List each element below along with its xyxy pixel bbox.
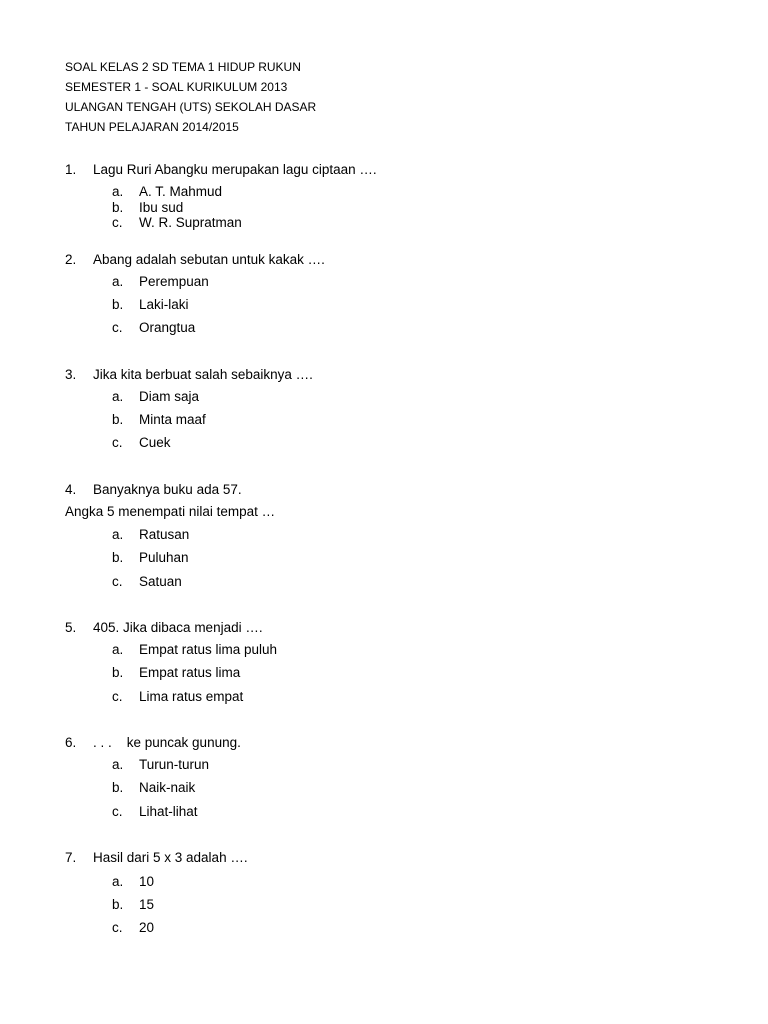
option-letter: a.	[112, 527, 124, 542]
question-text: Hasil dari 5 x 3 adalah ….	[93, 850, 248, 865]
option-text: 15	[139, 897, 155, 912]
option-5b	[112, 665, 240, 681]
option-letter: b.	[112, 412, 124, 427]
option-text: 20	[139, 920, 155, 935]
option-text: W. R. Supratman	[139, 215, 242, 230]
option-text: Orangtua	[139, 320, 196, 335]
option-4a	[112, 527, 189, 543]
option-3c	[112, 435, 171, 451]
question-1	[65, 162, 377, 178]
question-number: 3.	[65, 367, 77, 382]
option-letter: a.	[112, 642, 124, 657]
option-text: Minta maaf	[139, 412, 206, 427]
question-number: 4.	[65, 482, 77, 497]
option-letter: c.	[112, 574, 123, 589]
option-text: Empat ratus lima	[139, 665, 241, 680]
option-text: Diam saja	[139, 389, 200, 404]
option-text: Laki-laki	[139, 297, 189, 312]
question-2	[65, 252, 325, 268]
question-7	[65, 850, 248, 866]
option-text: Naik-naik	[139, 780, 196, 795]
option-text: Ratusan	[139, 527, 190, 542]
header-year: TAHUN PELAJARAN 2014/2015	[65, 120, 239, 134]
option-1b	[112, 200, 183, 216]
option-text: Lima ratus empat	[139, 689, 244, 704]
question-5	[65, 620, 263, 636]
option-6a	[112, 757, 209, 773]
option-1c	[112, 215, 242, 231]
option-text: Perempuan	[139, 274, 209, 289]
option-2c	[112, 320, 195, 336]
option-1a	[112, 184, 222, 200]
option-7c	[112, 920, 154, 936]
option-letter: b.	[112, 665, 124, 680]
option-letter: b.	[112, 897, 124, 912]
question-text: Lagu Ruri Abangku merupakan lagu ciptaan ….	[93, 162, 377, 177]
option-letter: b.	[112, 297, 124, 312]
option-4b	[112, 550, 189, 566]
option-text: Turun-turun	[139, 757, 210, 772]
question-number: 1.	[65, 162, 77, 177]
option-letter: a.	[112, 389, 124, 404]
option-letter: c.	[112, 804, 123, 819]
option-letter: b.	[112, 780, 124, 795]
option-text: Lihat-lihat	[139, 804, 198, 819]
question-number: 5.	[65, 620, 77, 635]
option-letter: a.	[112, 874, 124, 889]
question-6	[65, 735, 241, 751]
option-text: Ibu sud	[139, 200, 184, 215]
question-text: Jika kita berbuat salah sebaiknya ….	[93, 367, 313, 382]
option-6b	[112, 780, 195, 796]
question-4-subtext: Angka 5 menempati nilai tempat …	[65, 504, 276, 519]
option-letter: b.	[112, 200, 124, 215]
option-5a	[112, 642, 277, 658]
question-text: . . . ke puncak gunung.	[93, 735, 241, 750]
option-letter: b.	[112, 550, 124, 565]
option-letter: a.	[112, 184, 124, 199]
option-letter: a.	[112, 757, 124, 772]
question-number: 6.	[65, 735, 77, 750]
question-text: 405. Jika dibaca menjadi ….	[93, 620, 263, 635]
option-letter: c.	[112, 689, 123, 704]
question-text: Banyaknya buku ada 57.	[93, 482, 242, 497]
option-7a	[112, 874, 154, 890]
option-7b	[112, 897, 154, 913]
option-6c	[112, 804, 198, 820]
question-3	[65, 367, 313, 383]
option-letter: c.	[112, 215, 123, 230]
option-text: 10	[139, 874, 155, 889]
question-number: 2.	[65, 252, 77, 267]
question-number: 7.	[65, 850, 77, 865]
header-semester: SEMESTER 1 - SOAL KURIKULUM 2013	[65, 80, 288, 94]
option-3a	[112, 389, 199, 405]
option-text: Cuek	[139, 435, 171, 450]
option-letter: c.	[112, 320, 123, 335]
option-text: Puluhan	[139, 550, 189, 565]
option-4c	[112, 574, 182, 590]
option-letter: a.	[112, 274, 124, 289]
option-5c	[112, 689, 243, 705]
option-2a	[112, 274, 209, 290]
option-text: A. T. Mahmud	[139, 184, 223, 199]
option-text: Satuan	[139, 574, 182, 589]
option-letter: c.	[112, 435, 123, 450]
question-4	[65, 482, 242, 498]
option-2b	[112, 297, 189, 313]
option-3b	[112, 412, 206, 428]
header-exam: ULANGAN TENGAH (UTS) SEKOLAH DASAR	[65, 100, 317, 114]
option-text: Empat ratus lima puluh	[139, 642, 278, 657]
option-letter: c.	[112, 920, 123, 935]
question-text: Abang adalah sebutan untuk kakak ….	[93, 252, 325, 267]
header-title: SOAL KELAS 2 SD TEMA 1 HIDUP RUKUN	[65, 60, 301, 74]
